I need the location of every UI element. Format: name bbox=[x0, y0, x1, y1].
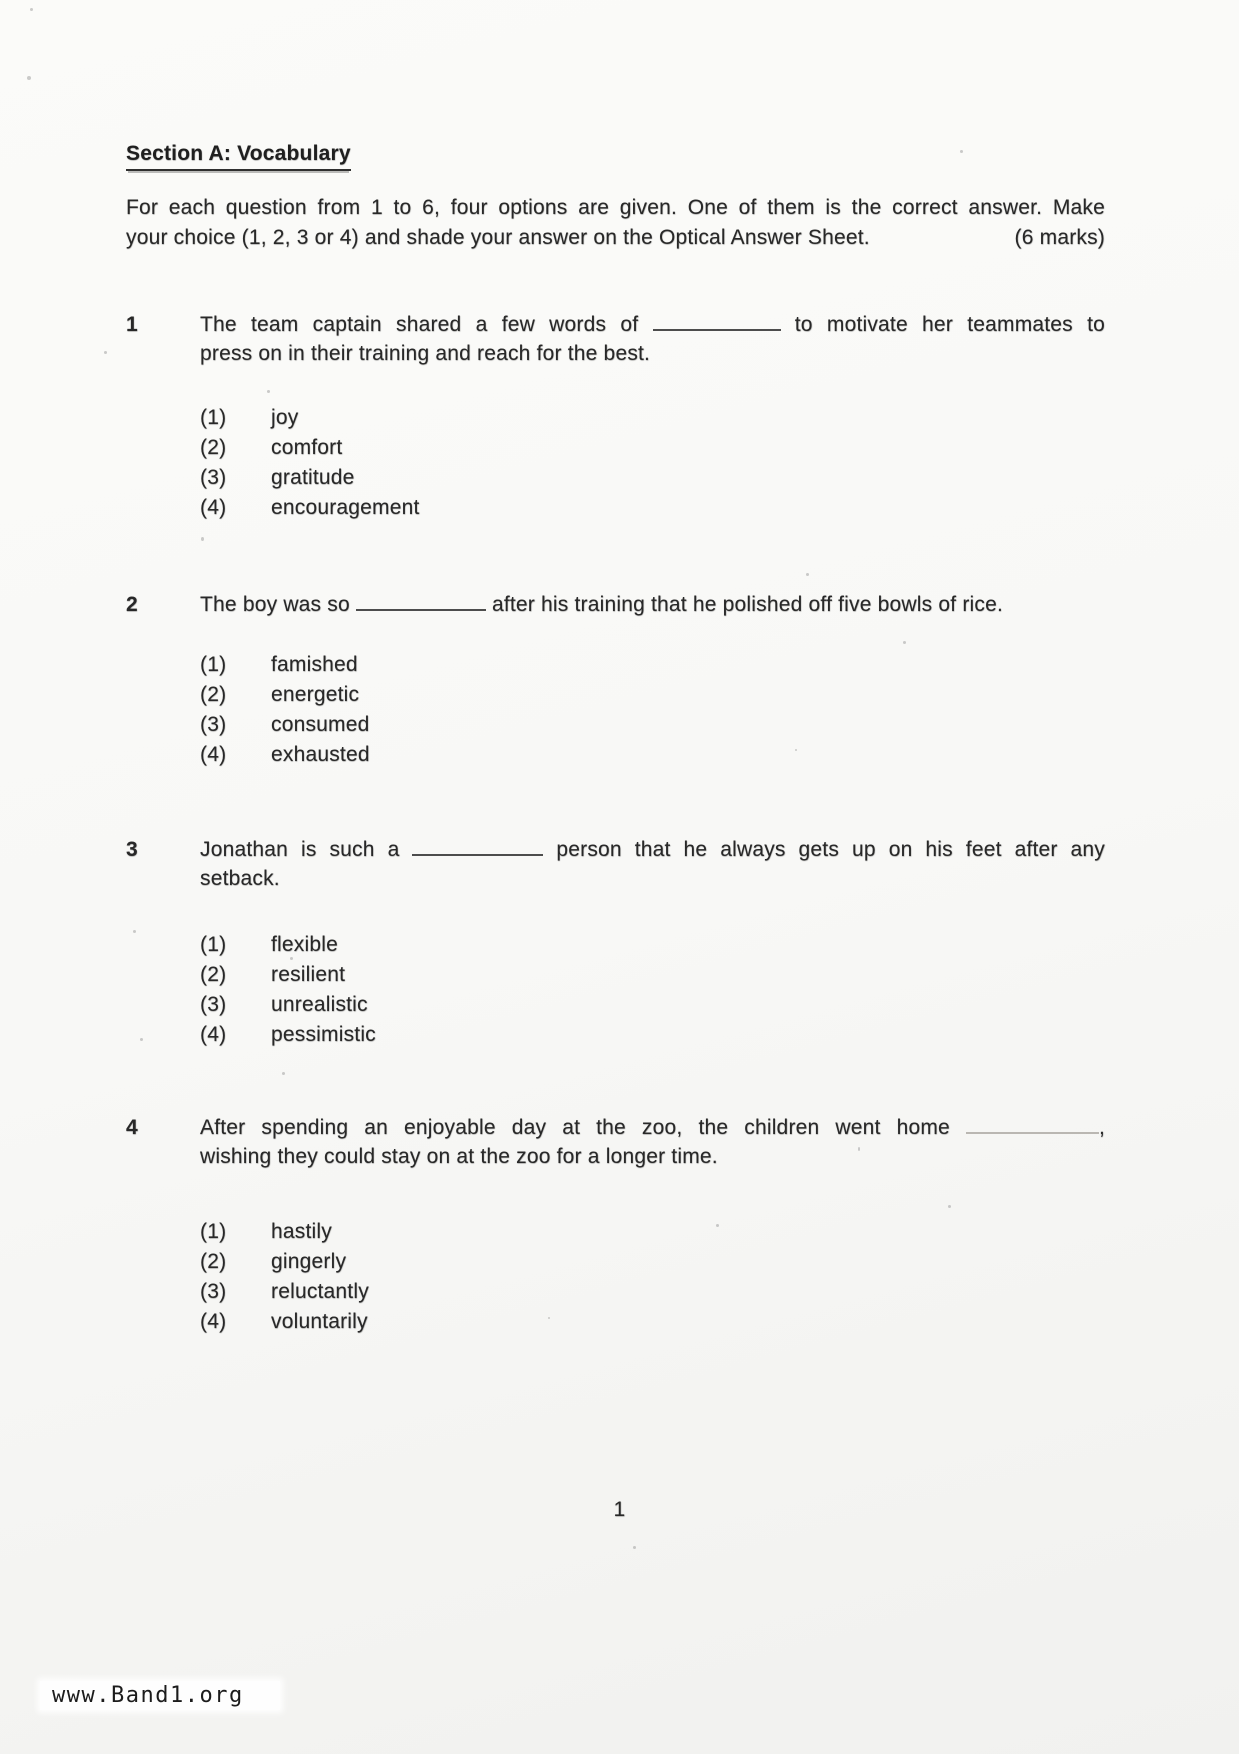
option-number: (3) bbox=[200, 993, 227, 1016]
watermark-text: www.Band1.org bbox=[52, 1683, 244, 1708]
option-row bbox=[200, 1020, 1105, 1050]
marks-label: (6 marks) bbox=[1014, 226, 1105, 249]
scan-speckle bbox=[806, 573, 809, 576]
options-list bbox=[200, 1217, 1105, 1337]
question-text-line2: press on in their training and reach for the best. bbox=[200, 342, 651, 365]
answer-blank bbox=[356, 592, 486, 611]
question-text-after-blank: after his training that he polished off five bowls of rice. bbox=[491, 593, 1003, 616]
option-row bbox=[200, 710, 1105, 740]
option-label: gingerly bbox=[271, 1250, 347, 1273]
option-row bbox=[200, 650, 1105, 680]
question-3 bbox=[126, 835, 1105, 1050]
option-row bbox=[200, 680, 1105, 710]
answer-blank bbox=[653, 312, 781, 331]
option-label: voluntarily bbox=[271, 1310, 368, 1333]
instructions-line2: your choice (1, 2, 3 or 4) and shade your answer on the Optical Answer Sheet. bbox=[126, 226, 870, 249]
option-number: (4) bbox=[200, 743, 227, 766]
option-label: unrealistic bbox=[271, 993, 368, 1016]
options-list bbox=[200, 650, 1105, 770]
page-number: 1 bbox=[613, 1498, 626, 1521]
option-row bbox=[200, 1277, 1105, 1307]
scan-speckle bbox=[948, 1205, 951, 1208]
question-text-line2: wishing they could stay on at the zoo for a longer time. bbox=[200, 1145, 718, 1168]
option-label: famished bbox=[271, 653, 358, 676]
option-number: (4) bbox=[200, 496, 227, 519]
option-row bbox=[200, 990, 1105, 1020]
option-label: exhausted bbox=[271, 743, 370, 766]
scan-speckle bbox=[903, 641, 906, 644]
option-number: (3) bbox=[200, 466, 227, 489]
option-number: (3) bbox=[200, 1280, 227, 1303]
question-number: 2 bbox=[126, 593, 138, 616]
question-text bbox=[200, 1113, 1105, 1171]
question-2 bbox=[126, 590, 1105, 770]
scan-speckle bbox=[290, 957, 293, 960]
options-list bbox=[200, 930, 1105, 1050]
question-number: 4 bbox=[126, 1116, 138, 1139]
scan-speckle bbox=[716, 1224, 719, 1227]
option-row bbox=[200, 1217, 1105, 1247]
scan-speckle bbox=[633, 1546, 636, 1549]
scan-speckle bbox=[104, 351, 107, 354]
option-label: flexible bbox=[271, 933, 338, 956]
question-number: 3 bbox=[126, 838, 138, 861]
question-text-before-blank: After spending an enjoyable day at the zoo, the children went home bbox=[200, 1116, 950, 1139]
question-text-before-blank: The team captain shared a few words of bbox=[200, 313, 639, 336]
option-label: reluctantly bbox=[271, 1280, 369, 1303]
instructions-line1: For each question from 1 to 6, four options are given. One of them is the correct answer. Make bbox=[126, 196, 1105, 219]
scan-speckle bbox=[858, 1147, 860, 1151]
question-4 bbox=[126, 1113, 1105, 1337]
scan-speckle bbox=[267, 390, 270, 393]
scan-speckle bbox=[140, 1038, 143, 1041]
option-number: (2) bbox=[200, 963, 227, 986]
question-text-after-blank: person that he always gets up on his feet after any bbox=[556, 838, 1105, 861]
option-row bbox=[200, 930, 1105, 960]
scan-speckle bbox=[27, 76, 31, 80]
instructions bbox=[126, 193, 1105, 253]
option-number: (1) bbox=[200, 1220, 227, 1243]
question-text bbox=[200, 590, 1105, 619]
option-label: hastily bbox=[271, 1220, 332, 1243]
question-number: 1 bbox=[126, 313, 138, 336]
option-number: (1) bbox=[200, 653, 227, 676]
option-number: (1) bbox=[200, 933, 227, 956]
option-label: energetic bbox=[271, 683, 360, 706]
option-label: joy bbox=[271, 406, 299, 429]
option-row bbox=[200, 463, 1105, 493]
answer-blank bbox=[412, 837, 543, 856]
option-number: (2) bbox=[200, 683, 227, 706]
option-number: (3) bbox=[200, 713, 227, 736]
option-label: pessimistic bbox=[271, 1023, 376, 1046]
option-label: consumed bbox=[271, 713, 370, 736]
question-text-after-blank: , bbox=[1098, 1116, 1105, 1139]
options-list bbox=[200, 403, 1105, 523]
option-row bbox=[200, 403, 1105, 433]
option-label: encouragement bbox=[271, 496, 420, 519]
scan-speckle bbox=[282, 1072, 285, 1075]
section-title: Section A: Vocabulary bbox=[126, 142, 351, 171]
scan-speckle bbox=[548, 1317, 550, 1319]
option-row bbox=[200, 740, 1105, 770]
option-row bbox=[200, 1307, 1105, 1337]
watermark-badge bbox=[40, 1681, 280, 1710]
question-text bbox=[200, 835, 1105, 893]
scan-speckle bbox=[201, 537, 204, 541]
question-1 bbox=[126, 310, 1105, 523]
option-row bbox=[200, 960, 1105, 990]
answer-blank bbox=[966, 1115, 1099, 1134]
option-number: (4) bbox=[200, 1310, 227, 1333]
option-number: (4) bbox=[200, 1023, 227, 1046]
scan-speckle bbox=[133, 930, 136, 933]
option-label: comfort bbox=[271, 436, 343, 459]
scan-speckle bbox=[795, 749, 797, 751]
question-text-before-blank: Jonathan is such a bbox=[200, 838, 400, 861]
question-text-after-blank: to motivate her teammates to bbox=[794, 313, 1105, 336]
scan-speckle bbox=[960, 150, 963, 153]
option-label: gratitude bbox=[271, 466, 355, 489]
question-text bbox=[200, 310, 1105, 368]
question-text-before-blank: The boy was so bbox=[200, 593, 350, 616]
question-text-line2: setback. bbox=[200, 867, 280, 890]
option-label: resilient bbox=[271, 963, 346, 986]
option-number: (1) bbox=[200, 406, 227, 429]
scan-speckle bbox=[30, 8, 33, 11]
option-number: (2) bbox=[200, 436, 227, 459]
option-row bbox=[200, 1247, 1105, 1277]
option-row bbox=[200, 493, 1105, 523]
option-number: (2) bbox=[200, 1250, 227, 1273]
option-row bbox=[200, 433, 1105, 463]
